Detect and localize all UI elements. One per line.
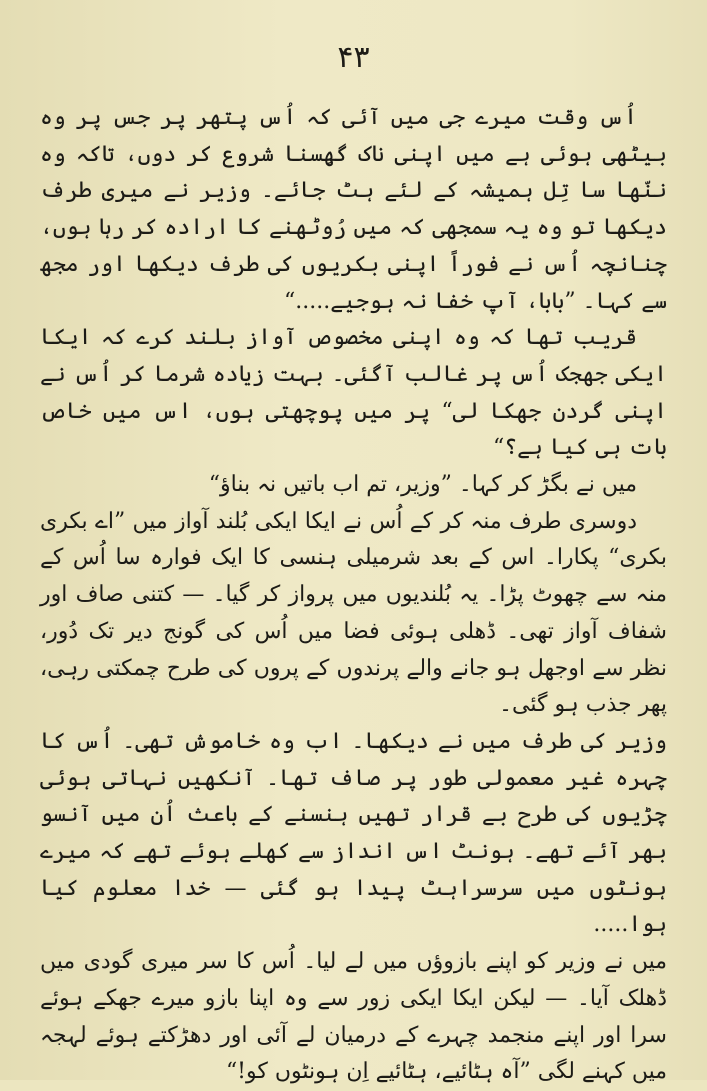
body-text [40,100,667,1091]
paragraph-4: دوسری طرف منہ کر کے اُس نے ایکا ایکی بُلند آواز میں ”اے بکری بکری“ پکارا۔ اس کے بعد شرمیلی ہنسی کا ایک فوارہ سا اُس کے منہ سے چھوٹ پڑا۔ یہ بُلندیوں میں پرواز کر گیا۔ — کتنی صاف اور شفاف آواز تھی۔ ڈھلی ہوئی فضا میں اُس کی گونج دیر تک دُور، نظر سے اوجھل ہو جانے والے پرندوں کے پروں کی طرح چمکتی رہی، پھر جذب ہو گئی۔ [40,508,667,718]
paragraph-3: میں نے بگڑ کر کہا۔ ”وزیر، تم اب باتیں نہ بناؤ“ [208,472,637,498]
paragraph-1: اُس وقت میرے جی میں آئی کہ اُس پتھر پر جس پر وہ بیٹھی ہوئی ہے میں اپنی ناک گھِسنا شروع کر دوں، تاکہ وہ ننّھا سا تِل ہمیشہ کے لئے ہٹ جائے۔ وزیر نے میری طرف دیکھا تو وہ یہ سمجھی کہ میں رُوٹھنے کا ارادہ کر رہا ہوں، چنانچہ اُس نے فوراً اپنی بکریوں کی طرف دیکھا اور مجھ سے کہا۔ ”بابا، آپ خفا نہ ہوجیے.....“ [40,105,667,314]
paragraph-6: میں نے وزیر کو اپنے بازوؤں میں لے لیا۔ اُس کا سر میری گودی میں ڈھلک آیا۔ — لیکن ایکا ایکی زور سے وہ اپنا بازو میرے جھکے ہوئے سرا اور اپنے منجمد چہرے کے درمیان لے آئی اور دھڑکتے ہوئے لہجہ میں کہنے لگی ”آہ ہٹائیے، ہٹائیے اِن ہونٹوں کو!“ [40,949,667,1085]
paragraph-5: وزیر کی طرف میں نے دیکھا۔ اب وہ خاموش تھی۔ اُس کا چہرہ غیر معمولی طور پر صاف تھا۔ آنکھیں نہاتی ہوئی چڑیوں کی طرح بے قرار تھیں ہنسنے کے باعث اُن میں آنسو بھر آئے تھے۔ ہونٹ اس انداز سے کھلے ہوئے تھے کہ میرے ہونٹوں میں سرسراہٹ پیدا ہو گئی — خدا معلوم کیا ہوا..... [40,728,667,938]
paragraph-2: قریب تھا کہ وہ اپنی مخصوص آواز بلند کرے کہ ایکا ایکی جھجک اُس پر غالب آگئی۔ بہت زیادہ شرما کر اُس نے اپنی گردن جھکا لی“ پر میں پوچھتی ہوں، اس میں خاص بات ہی کیا ہے؟“ [40,325,667,461]
page-number: ۴۳ [337,40,370,75]
